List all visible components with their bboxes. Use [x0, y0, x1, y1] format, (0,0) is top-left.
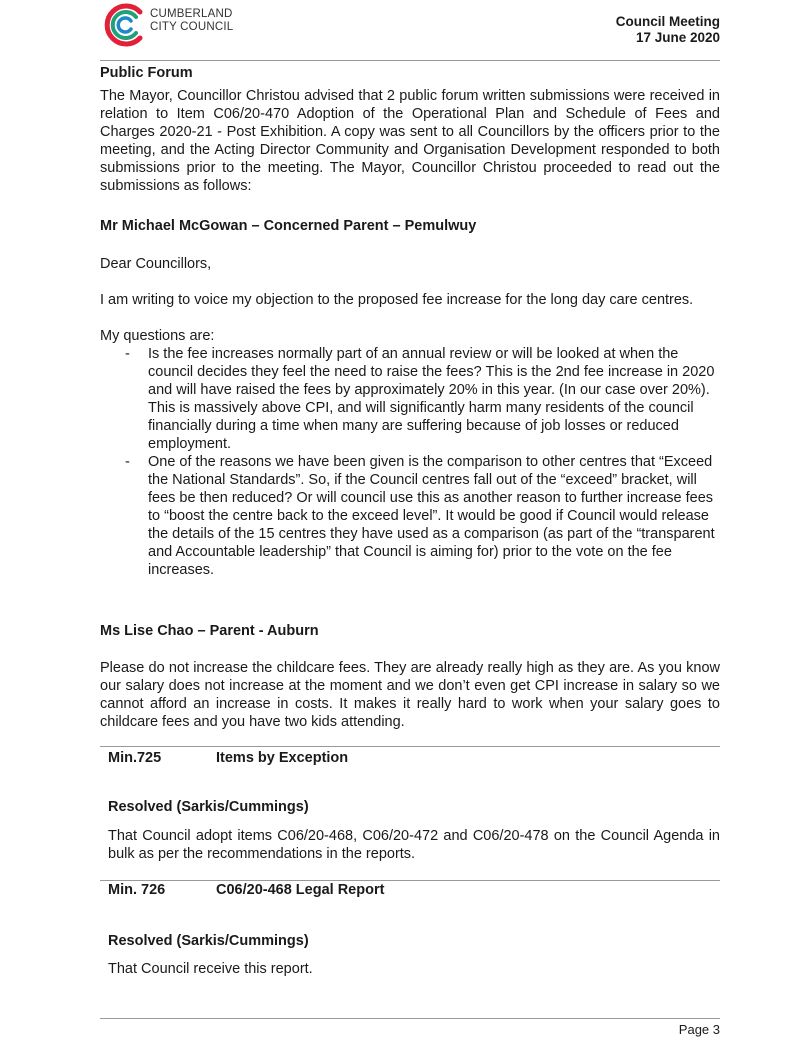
public-forum-section	[100, 64, 720, 195]
resolution-text: That Council adopt items C06/20-468, C06/20-472 and C06/20-478 on the Council Agenda in bulk as per the recommendations in the reports.	[108, 828, 720, 862]
resolution-text: That Council receive this report.	[108, 961, 313, 977]
minute-title: C06/20-468 Legal Report	[216, 882, 385, 898]
questions-label: My questions are:	[100, 328, 215, 344]
minute-725-row	[108, 750, 720, 770]
minute-726-row	[108, 882, 720, 902]
org-line2: CITY COUNCIL	[150, 20, 234, 33]
submission-mcgowan-heading: Mr Michael McGowan – Concerned Parent – Pemulwuy	[100, 218, 477, 234]
submission-chao-para: Please do not increase the childcare fees. They are already really high as they are. As you know our salary does not increase at the moment and we don’t even get CPI increase in salary so we cannot afford an increase in costs. It makes it really hard to work when your salary goes to childcare fees and you have two kids attending.	[100, 660, 720, 730]
minute-number: Min. 726	[108, 882, 166, 898]
public-forum-heading: Public Forum	[100, 65, 193, 81]
meeting-title: Council Meeting	[615, 14, 720, 29]
minute-divider	[100, 746, 720, 747]
page-number: Page 3	[678, 1022, 720, 1037]
footer-divider	[100, 1018, 720, 1019]
minute-divider	[100, 880, 720, 881]
resolved-label: Resolved (Sarkis/Cummings)	[108, 933, 309, 949]
list-dash: -	[125, 454, 130, 470]
submission-chao-heading: Ms Lise Chao – Parent - Auburn	[100, 623, 319, 639]
resolved-label: Resolved (Sarkis/Cummings)	[108, 799, 309, 815]
list-item	[100, 345, 720, 453]
minute-title: Items by Exception	[216, 750, 349, 766]
meeting-info	[616, 14, 720, 46]
header-divider	[100, 60, 720, 61]
submission-mcgowan	[100, 217, 720, 579]
meeting-date: 17 June 2020	[635, 30, 720, 45]
question-text: Is the fee increases normally part of an annual review or will be looked at when the council decides they feel the need to raise the fees? This is the 2nd fee increase in 2020 and will have raised the fees by approximately 20% in this year. (In our case over 20%). This is massively above CPI, and will significantly harm many residents of the council financially during a time when many are suffering because of job losses or reduced employment.	[148, 346, 715, 452]
questions-list	[100, 345, 720, 579]
question-text: One of the reasons we have been given is the comparison to other centres that “Exceed the National Standards”. So, if the Council centres fall out of the “exceed” bracket, will fees be then reduced? Or will council use this as another reason to further increase fees to “boost the centre back to the exceed level”. It would be good if Council would release the details of the 15 centres they have used as a comparison (as part of the “transparent and Accountable leadership” that Council is aiming for) prior to the vote on the fee increases.	[148, 454, 715, 578]
submission-mcgowan-para: I am writing to voice my objection to the proposed fee increase for the long day care centres.	[100, 292, 694, 308]
document-page	[100, 0, 720, 1037]
logo-wordmark	[150, 8, 233, 33]
submission-greeting: Dear Councillors,	[100, 256, 212, 272]
public-forum-intro: The Mayor, Councillor Christou advised that 2 public forum written submissions were received in relation to Item C06/20-470 Adoption of the Operational Plan and Schedule of Fees and Charges 2020-21 - Post Exhibition. A copy was sent to all Councillors by the officers prior to the meeting, and the Acting Director Community and Organisation Development responded to both submissions prior to the meeting. The Mayor, Councillor Christou proceeded to read out the submissions as follows:	[100, 88, 720, 194]
minute-number: Min.725	[108, 750, 162, 766]
page-header	[100, 0, 720, 62]
list-item	[100, 453, 720, 579]
submission-chao	[100, 622, 720, 731]
list-dash: -	[125, 346, 130, 362]
org-line1: CUMBERLAND	[150, 8, 233, 20]
